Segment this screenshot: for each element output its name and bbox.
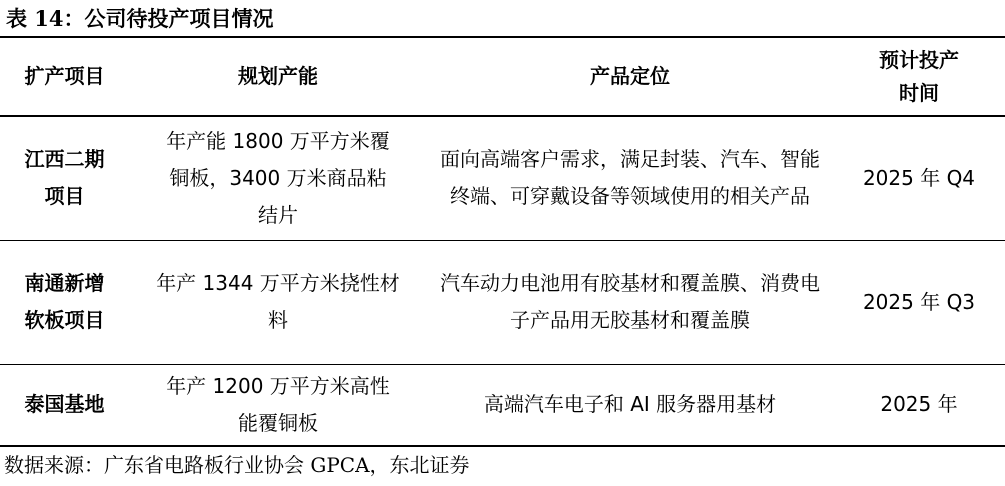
projects-table xyxy=(0,36,1005,447)
cell-positioning: 汽车动力电池用有胶基材和覆盖膜、消费电子产品用无胶基材和覆盖膜 xyxy=(427,240,833,364)
cell-capacity: 年产 1344 万平方米挠性材料 xyxy=(129,240,427,364)
header-date: 预计投产时间 xyxy=(833,37,1005,116)
cell-date: 2025 年 Q3 xyxy=(833,240,1005,364)
table-row xyxy=(0,364,1005,446)
table-row xyxy=(0,240,1005,364)
cell-capacity: 年产能 1800 万平方米覆铜板，3400 万米商品粘结片 xyxy=(129,116,427,240)
cell-date: 2025 年 Q4 xyxy=(833,116,1005,240)
header-capacity: 规划产能 xyxy=(129,37,427,116)
table-row xyxy=(0,116,1005,240)
cell-project: 泰国基地 xyxy=(0,364,129,446)
header-positioning: 产品定位 xyxy=(427,37,833,116)
table-header-row xyxy=(0,37,1005,116)
cell-project: 南通新增软板项目 xyxy=(0,240,129,364)
cell-project: 江西二期项目 xyxy=(0,116,129,240)
cell-date: 2025 年 xyxy=(833,364,1005,446)
header-project: 扩产项目 xyxy=(0,37,129,116)
cell-capacity: 年产 1200 万平方米高性能覆铜板 xyxy=(129,364,427,446)
table-title: 表 14：公司待投产项目情况 xyxy=(6,6,274,31)
data-source-note: 数据来源：广东省电路板行业协会 GPCA，东北证券 xyxy=(4,453,470,477)
cell-positioning: 面向高端客户需求，满足封装、汽车、智能终端、可穿戴设备等领域使用的相关产品 xyxy=(427,116,833,240)
cell-positioning: 高端汽车电子和 AI 服务器用基材 xyxy=(427,364,833,446)
